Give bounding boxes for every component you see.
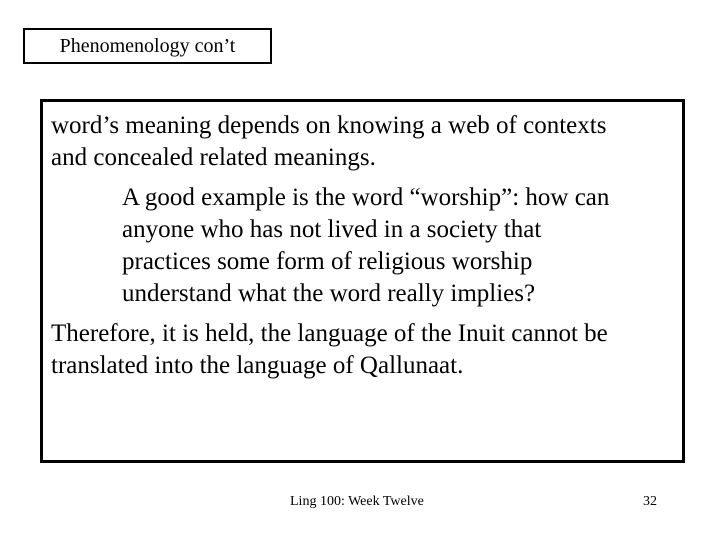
footer-course-label: Ling 100: Week Twelve [290,494,424,509]
body-paragraph-3-line-2: translated into the language of Qallunaat. [51,352,464,379]
page-number: 32 [643,494,657,509]
body-paragraph-1 [51,110,606,174]
body-paragraph-2 [122,182,609,310]
body-paragraph-2-line-2: anyone who has not lived in a society that [122,216,542,243]
body-paragraph-1-line-1: word’s meaning depends on knowing a web of contexts [51,112,607,139]
body-paragraph-2-line-3: practices some form of religious worship [122,248,533,275]
slide-title-text: Phenomenology con’t [59,35,236,57]
body-paragraph-2-line-4: understand what the word really implies? [122,280,536,307]
body-paragraph-2-line-1: A good example is the word “worship”: how can [122,184,610,211]
body-paragraph-1-line-2: and concealed related meanings. [51,144,376,171]
body-paragraph-3-line-1: Therefore, it is held, the language of the Inuit cannot be [51,320,608,347]
slide-body-box [40,99,685,463]
body-paragraph-3 [51,318,608,382]
slide-title [23,28,272,64]
